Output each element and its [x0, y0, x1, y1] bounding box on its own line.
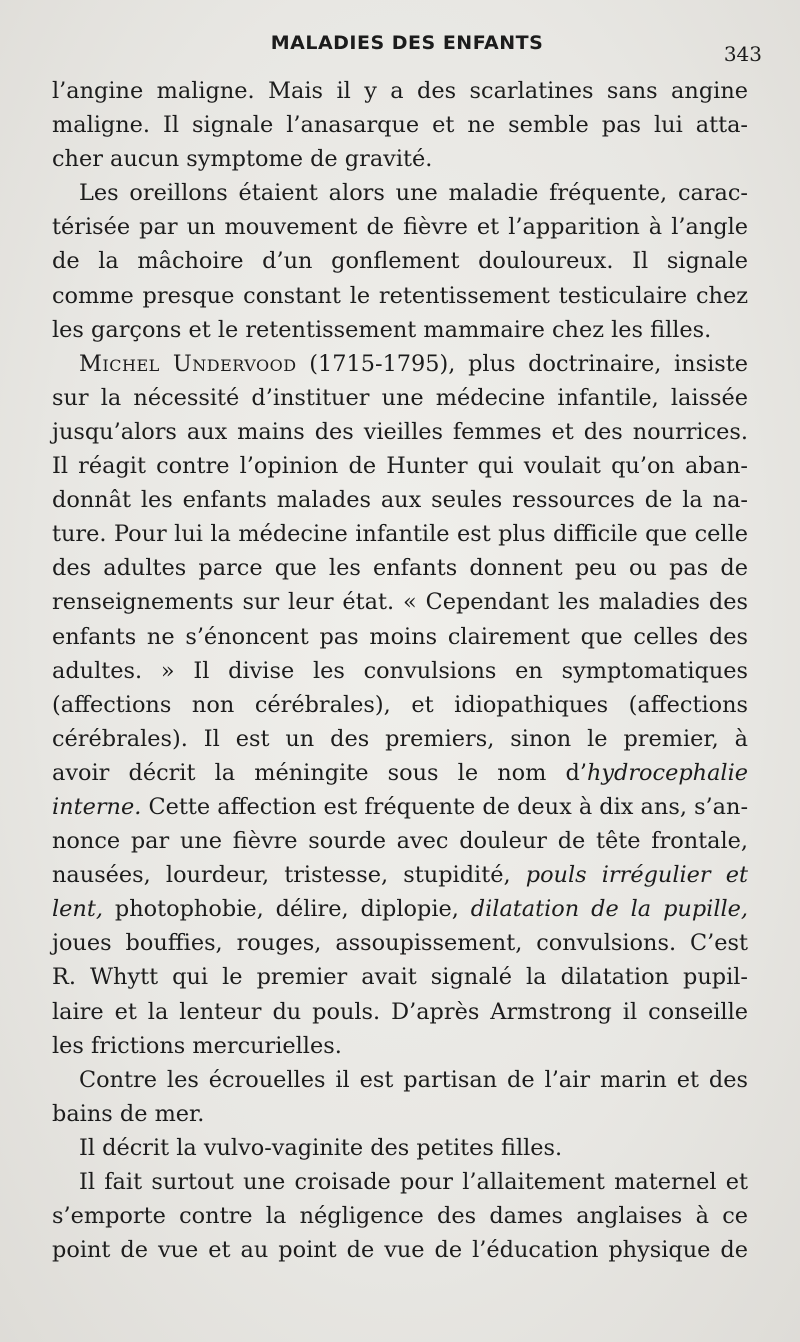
text-line: laire et la lenteur du pouls. D’après Armstrong il conseille: [52, 998, 748, 1025]
page-number: 343: [723, 42, 762, 66]
text-line: des adultes parce que les enfants donnent peu ou pas de: [52, 555, 748, 582]
text-line: donnât les enfants malades aux seules ressources de la na-: [52, 487, 748, 514]
text-line: R. Whytt qui le premier avait signalé la dilatation pupil-: [52, 964, 748, 991]
author-name: Michel Undervood: [79, 350, 297, 377]
text-line: maligne. Il signale l’anasarque et ne semble pas lui atta-: [52, 112, 748, 139]
text-line: s’emporte contre la négligence des dames anglaises à ce: [52, 1203, 748, 1230]
text-line: cher aucun symptome de gravité.: [52, 146, 433, 173]
text-line: Il décrit la vulvo-vaginite des petites filles.: [79, 1134, 563, 1161]
italic-term: interne.: [52, 793, 142, 820]
text-line: de la mâchoire d’un gonflement douloureux. Il signale: [52, 248, 748, 275]
text-line: nausées, lourdeur, tristesse, stupidité, pouls irrégulier et: [52, 862, 749, 889]
text-line: Les oreillons étaient alors une maladie fréquente, carac-: [79, 180, 748, 207]
text-line: interne. Cette affection est fréquente de deux à dix ans, s’an-: [52, 793, 749, 820]
text-line: avoir décrit la méningite sous le nom d’hydrocephalie: [52, 759, 748, 786]
italic-term: lent,: [52, 896, 103, 923]
text-line: enfants ne s’énoncent pas moins clairement que celles des: [52, 623, 748, 650]
text-line: joues bouffies, rouges, assoupissement, convulsions. C’est: [52, 930, 748, 957]
text-line: nonce par une fièvre sourde avec douleur de tête frontale,: [52, 828, 748, 855]
text-line: lent, photophobie, délire, diplopie, dilatation de la pupille,: [52, 896, 749, 923]
italic-term: dilatation de la pupille,: [470, 896, 749, 923]
text-line: sur la nécessité d’instituer une médecine infantile, laissée: [52, 384, 748, 411]
running-head: [52, 30, 762, 64]
italic-term: pouls irrégulier et: [525, 862, 749, 889]
text-line: cérébrales). Il est un des premiers, sinon le premier, à: [52, 725, 748, 752]
running-title: MALADIES DES ENFANTS: [270, 32, 544, 54]
italic-term: hydrocephalie: [586, 759, 748, 786]
text-line: térisée par un mouvement de fièvre et l’apparition à l’angle: [52, 214, 748, 241]
text-line: bains de mer.: [52, 1100, 205, 1127]
text-line: renseignements sur leur état. « Cependant les maladies des: [52, 589, 748, 616]
text-line: les garçons et le retentissement mammaire chez les filles.: [52, 316, 712, 343]
text-line: ture. Pour lui la médecine infantile est plus difficile que celle: [52, 521, 748, 548]
text-line: Il fait surtout une croisade pour l’allaitement maternel et: [79, 1169, 748, 1195]
text-line: l’angine maligne. Mais il y a des scarlatines sans angine: [52, 78, 748, 104]
text-line: Contre les écrouelles il est partisan de l’air marin et des: [79, 1066, 748, 1093]
text-line: les frictions mercurielles.: [52, 1032, 342, 1059]
text-line: (affections non cérébrales), et idiopathiques (affections: [52, 691, 748, 718]
text-line: jusqu’alors aux mains des vieilles femmes et des nourrices.: [52, 418, 748, 445]
text-line: comme presque constant le retentissement testiculaire chez: [52, 282, 748, 309]
text-line: Michel Undervood (1715-1795), plus doctrinaire, insiste: [79, 350, 748, 377]
body-text: [52, 74, 748, 1267]
text-line: Il réagit contre l’opinion de Hunter qui voulait qu’on aban-: [52, 453, 748, 480]
text-line: point de vue et au point de vue de l’éducation physique de: [52, 1237, 748, 1264]
text-line: adultes. » Il divise les convulsions en symptomatiques: [52, 657, 748, 684]
